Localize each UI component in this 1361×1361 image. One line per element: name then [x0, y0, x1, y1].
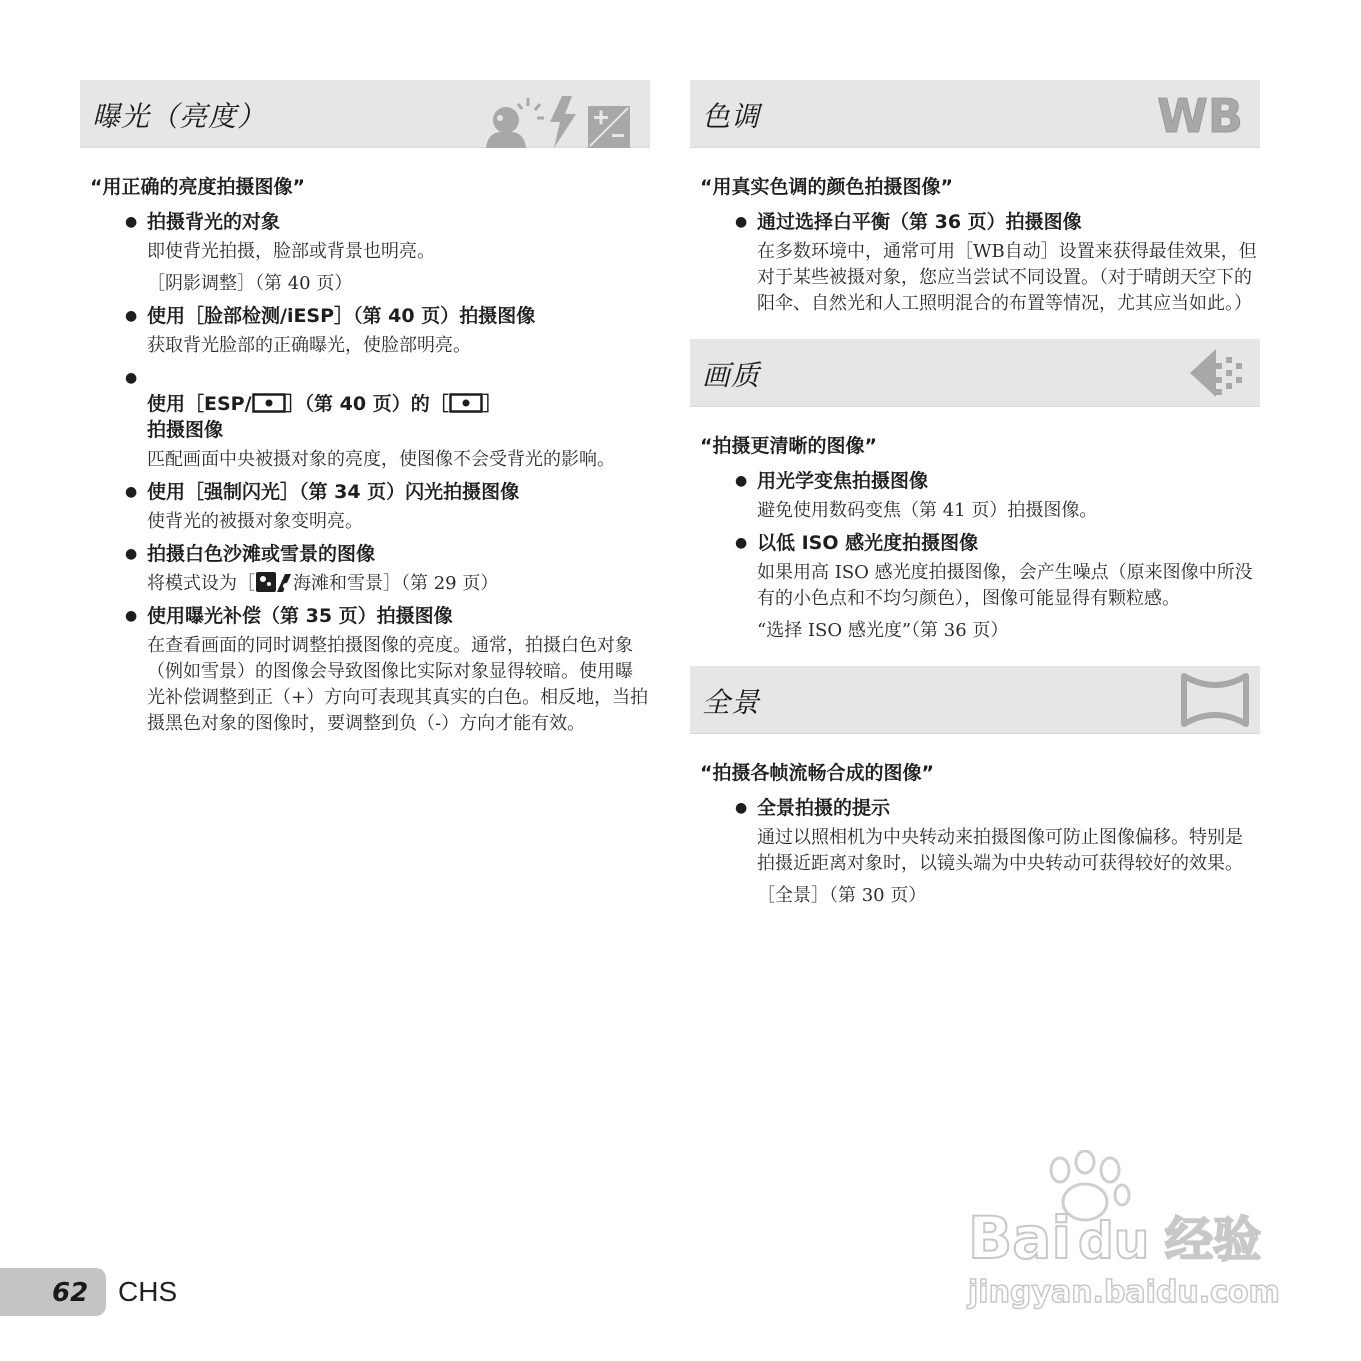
watermark-brand-cn: 经验	[1165, 1212, 1262, 1268]
spot-metering-icon	[252, 393, 286, 413]
tone-header	[690, 80, 1260, 148]
bullet: ●	[125, 370, 138, 386]
item-title	[147, 365, 502, 443]
bullet: ●	[125, 546, 138, 562]
flash-icon	[550, 96, 576, 148]
quality-tagline: “拍摄更清晰的图像”	[700, 435, 877, 457]
bullet: ●	[125, 308, 138, 324]
item-desc: 通过以照相机为中央转动来拍摄图像可防止图像偏移。特别是拍摄近距离对象时，以镜头端为中央转动可获得较好的效果。	[757, 827, 1243, 874]
item-desc: 匹配画面中央被摄对象的亮度，使图像不会受背光的影响。	[147, 449, 615, 470]
item-desc: 使背光的被摄对象变明亮。	[147, 511, 363, 532]
list-item	[125, 303, 650, 359]
item-title: 拍摄白色沙滩或雪景的图像	[147, 543, 376, 565]
watermark-url: jingyan.baidu.com	[968, 1275, 1280, 1310]
bullet: ●	[735, 214, 748, 230]
item-title: 拍摄背光的对象	[147, 211, 281, 233]
item-title-part: 使用［ESP/	[147, 393, 252, 415]
item-title: 用光学变焦拍摄图像	[757, 470, 929, 492]
beach-snow-scene-icon	[255, 571, 293, 593]
page-number-tab	[0, 1268, 106, 1316]
quality-header	[690, 339, 1260, 407]
wb-icon	[1150, 86, 1250, 146]
panorama-icon	[1180, 672, 1250, 732]
tone-section	[690, 80, 1260, 317]
image-quality-icon	[1186, 345, 1250, 405]
tone-tagline: “用真实色调的颜色拍摄图像”	[700, 176, 953, 198]
bullet: ●	[735, 473, 748, 489]
list-item	[735, 795, 1260, 909]
quality-section	[690, 339, 1260, 644]
item-ref: ［全景］（第 30 页）	[757, 885, 927, 906]
list-item	[735, 530, 1260, 644]
exposure-section	[80, 80, 650, 743]
list-item	[125, 541, 650, 597]
item-desc-part: 将模式设为［	[147, 573, 255, 594]
wb-label: WB	[1157, 89, 1243, 142]
item-title: 以低 ISO 感光度拍摄图像	[757, 532, 979, 554]
item-title-part: ］	[482, 393, 502, 415]
item-desc-part: 海滩和雪景］（第 29 页）	[293, 573, 499, 594]
list-item	[735, 468, 1260, 524]
item-ref: ［阴影调整］（第 40 页）	[147, 273, 353, 294]
list-item	[125, 365, 650, 473]
item-title: 通过选择白平衡（第 36 页）拍摄图像	[757, 211, 1082, 233]
exposure-compensation-icon	[588, 106, 630, 148]
baidu-watermark	[960, 1150, 1290, 1320]
exposure-title: 曝光（亮度）	[92, 100, 267, 133]
item-title-part: 拍摄图像	[147, 419, 224, 441]
bullet: ●	[125, 484, 138, 500]
bullet: ●	[735, 800, 748, 816]
page-number: 62	[52, 1278, 89, 1308]
watermark-brand-a: Bai	[968, 1204, 1072, 1272]
item-title: 使用［强制闪光］（第 34 页）闪光拍摄图像	[147, 481, 520, 503]
item-title-part: ］（第 40 页）的［	[285, 393, 449, 415]
item-desc: 获取背光脸部的正确曝光，使脸部明亮。	[147, 335, 471, 356]
quality-title: 画质	[702, 359, 761, 392]
exposure-icons	[480, 92, 640, 154]
spot-metering-icon	[449, 393, 483, 413]
item-desc: 避免使用数码变焦（第 41 页）拍摄图像。	[757, 500, 1098, 521]
item-desc: 如果用高 ISO 感光度拍摄图像，会产生噪点（原来图像中所没有的小色点和不均匀颜色），图像可能显得有颗粒感。	[757, 562, 1253, 609]
item-ref: “选择 ISO 感光度”（第 36 页）	[757, 620, 1009, 641]
list-item	[125, 209, 650, 297]
backlight-face-icon	[486, 98, 544, 148]
panorama-tagline: “拍摄各帧流畅合成的图像”	[700, 762, 934, 784]
item-desc	[147, 571, 650, 597]
exposure-header	[80, 80, 650, 148]
bullet: ●	[125, 608, 138, 624]
panorama-section	[690, 666, 1260, 909]
panorama-title: 全景	[702, 686, 761, 719]
item-title: 使用［脸部检测/iESP］（第 40 页）拍摄图像	[147, 305, 536, 327]
item-desc: 即使背光拍摄，脸部或背景也明亮。	[147, 241, 435, 262]
item-desc: 在多数环境中，通常可用［WB自动］设置来获得最佳效果，但对于某些被摄对象，您应当尝试不同设置。（对于晴朗天空下的阳伞、自然光和人工照明混合的布置等情况，尤其应当如此。）	[757, 241, 1257, 314]
page-language: CHS	[118, 1276, 178, 1307]
right-column	[690, 80, 1260, 915]
exposure-tagline: “用正确的亮度拍摄图像”	[90, 176, 305, 198]
list-item	[735, 209, 1260, 317]
item-title: 全景拍摄的提示	[757, 797, 891, 819]
bullet: ●	[125, 214, 138, 230]
list-item	[125, 479, 650, 535]
list-item	[125, 603, 650, 737]
watermark-brand-b: du	[1078, 1212, 1150, 1270]
panorama-header	[690, 666, 1260, 734]
item-desc: 在查看画面的同时调整拍摄图像的亮度。通常，拍摄白色对象（例如雪景）的图像会导致图像比实际对象显得较暗。使用曝光补偿调整到正（+）方向可表现其真实的白色。相反地，当拍摄黑色对象的图像时，要调整到负（-）方向才能有效。	[147, 635, 649, 734]
item-title: 使用曝光补偿（第 35 页）拍摄图像	[147, 605, 453, 627]
tone-title: 色调	[702, 100, 761, 133]
bullet: ●	[735, 535, 748, 551]
